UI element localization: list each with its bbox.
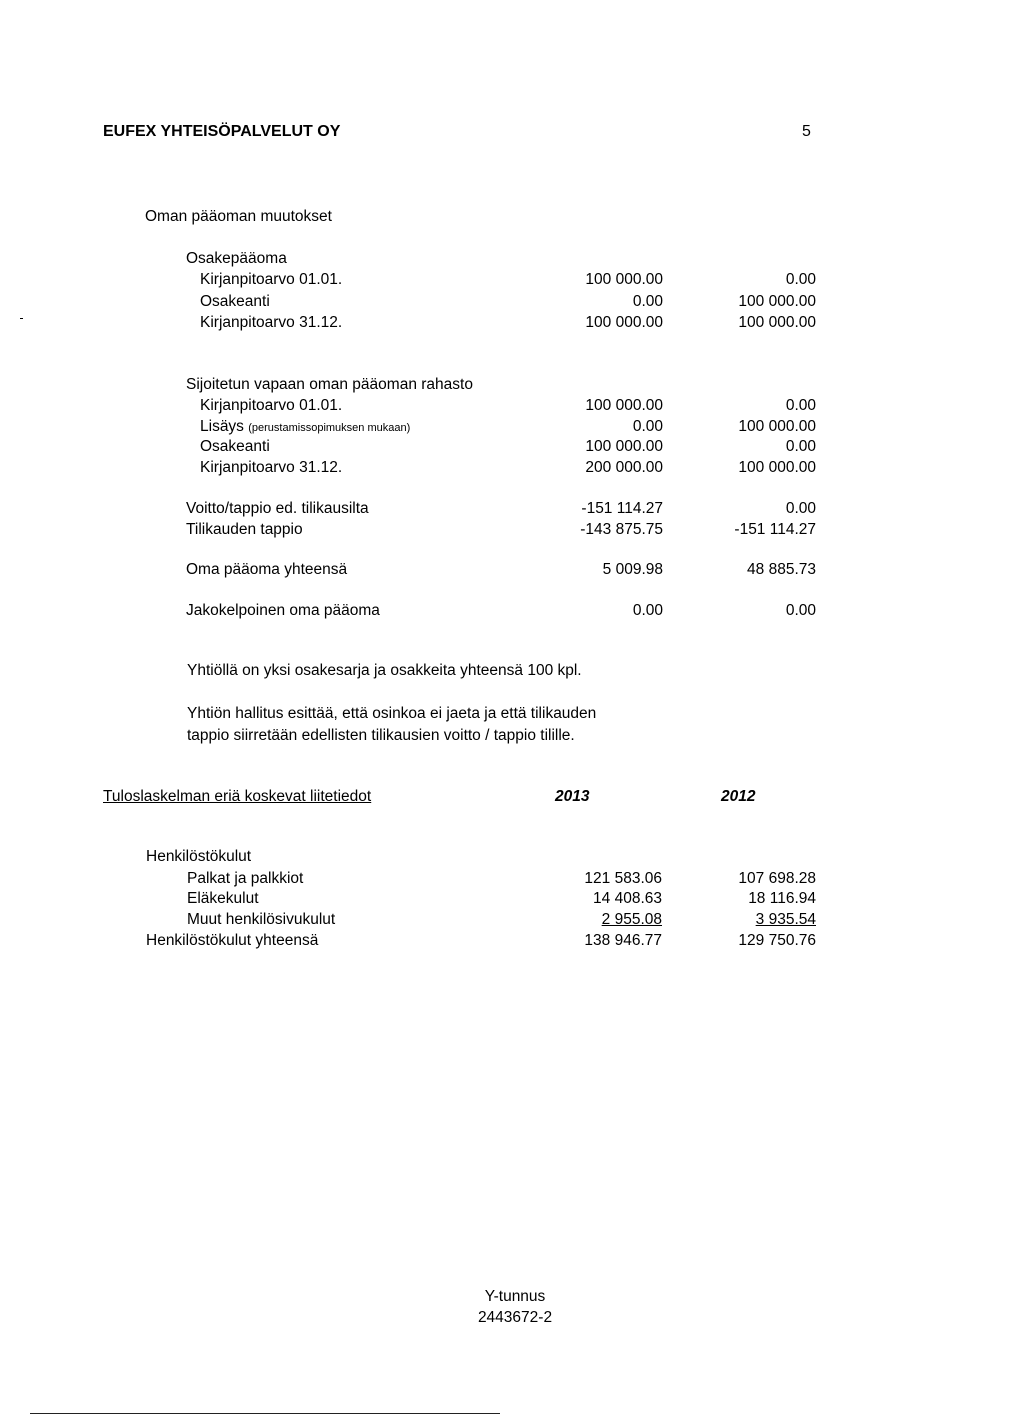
company-name: EUFEX YHTEISÖPALVELUT OY	[103, 123, 341, 140]
row-label: Voitto/tappio ed. tilikausilta	[186, 500, 369, 517]
value-2012: 100 000.00	[738, 418, 816, 435]
value-2013: 121 583.06	[584, 870, 662, 887]
value-2012: 100 000.00	[738, 293, 816, 310]
value-2012: 3 935.54	[755, 911, 816, 928]
value-2013: 100 000.00	[585, 438, 663, 455]
row-label-text: Lisäys	[200, 418, 244, 435]
scan-edge-line	[30, 1413, 500, 1414]
value-2013: 0.00	[632, 293, 663, 310]
value-2012: 0.00	[785, 271, 816, 288]
page-number: 5	[802, 123, 811, 140]
row-label: Osakeanti	[200, 438, 270, 455]
value-2012: 100 000.00	[738, 459, 816, 476]
value-2012: 100 000.00	[738, 314, 816, 331]
value-2013: 2 955.08	[601, 911, 662, 928]
svop-heading: Sijoitetun vapaan oman pääoman rahasto	[186, 376, 473, 393]
year-2013-header: 2013	[555, 788, 590, 805]
shares-note: Yhtiöllä on yksi osakesarja ja osakkeita yhteensä 100 kpl.	[187, 662, 582, 679]
footer-label: Y-tunnus	[484, 1288, 546, 1305]
value-2013: 5 009.98	[602, 561, 663, 578]
value-2012: 48 885.73	[747, 561, 816, 578]
value-2013: 200 000.00	[585, 459, 663, 476]
row-label: Tilikauden tappio	[186, 521, 303, 538]
personnel-heading: Henkilöstökulut	[146, 848, 252, 865]
value-2012: 0.00	[785, 438, 816, 455]
business-id: 2443672-2	[477, 1309, 553, 1326]
year-2012-header: 2012	[721, 788, 756, 805]
row-label-note: (perustamissopimuksen mukaan)	[248, 422, 411, 434]
value-2013: 0.00	[632, 418, 663, 435]
value-2013: -143 875.75	[580, 521, 663, 538]
row-label: Osakeanti	[200, 293, 270, 310]
row-label	[200, 419, 410, 435]
equity-title: Oman pääoman muutokset	[145, 208, 332, 225]
row-label: Henkilöstökulut yhteensä	[146, 932, 319, 949]
row-label: Muut henkilösivukulut	[187, 911, 336, 928]
value-2012: 129 750.76	[738, 932, 816, 949]
income-notes-title: Tuloslaskelman eriä koskevat liitetiedot	[103, 788, 372, 805]
value-2012: 0.00	[785, 500, 816, 517]
row-label: Jakokelpoinen oma pääoma	[186, 602, 380, 619]
proposal-line-2: tappio siirretään edellisten tilikausien voitto / tappio tilille.	[187, 727, 575, 744]
value-2012: 18 116.94	[748, 890, 816, 907]
value-2012: -151 114.27	[734, 521, 816, 538]
proposal-line-1: Yhtiön hallitus esittää, että osinkoa ei jaeta ja että tilikauden	[187, 705, 597, 722]
value-2012: 0.00	[785, 602, 816, 619]
value-2013: 0.00	[632, 602, 663, 619]
row-label: Kirjanpitoarvo 31.12.	[200, 459, 343, 476]
value-2012: 107 698.28	[738, 870, 816, 887]
row-label: Kirjanpitoarvo 31.12.	[200, 314, 343, 331]
value-2013: -151 114.27	[581, 500, 663, 517]
value-2013: 138 946.77	[584, 932, 662, 949]
value-2013: 100 000.00	[585, 271, 663, 288]
row-label: Oma pääoma yhteensä	[186, 561, 348, 578]
row-label: Eläkekulut	[187, 890, 259, 907]
row-label: Palkat ja palkkiot	[187, 870, 304, 887]
share-capital-heading: Osakepääoma	[186, 250, 287, 267]
row-label: Kirjanpitoarvo 01.01.	[200, 397, 343, 414]
scan-speck	[20, 318, 23, 319]
value-2013: 14 408.63	[593, 890, 662, 907]
value-2013: 100 000.00	[585, 314, 663, 331]
row-label: Kirjanpitoarvo 01.01.	[200, 271, 343, 288]
value-2012: 0.00	[785, 397, 816, 414]
value-2013: 100 000.00	[585, 397, 663, 414]
